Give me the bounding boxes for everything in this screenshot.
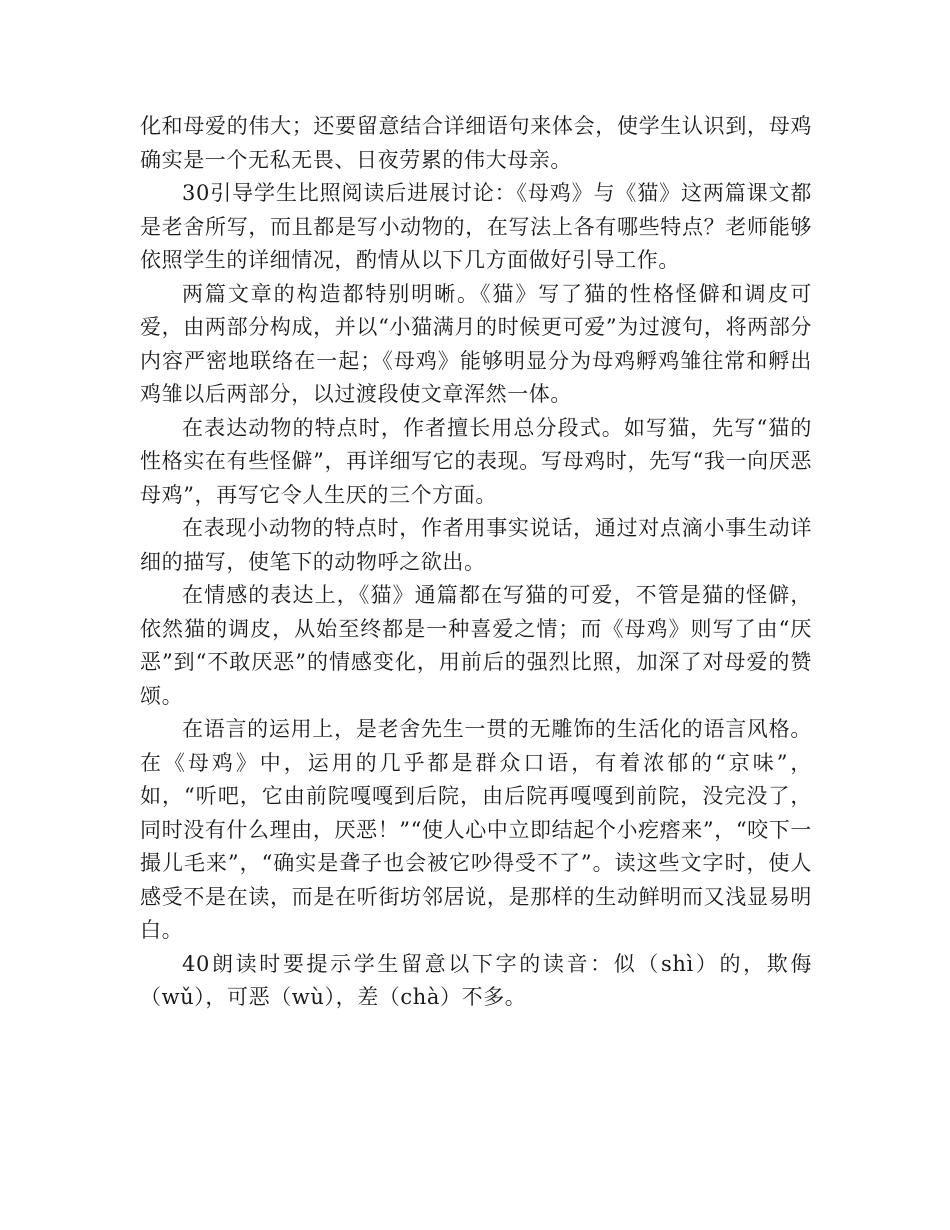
- paragraph-2: 30引导学生比照阅读后进展讨论：《母鸡》与《猫》这两篇课文都是老舍所写，而且都是写小动物的，在写法上各有哪些特点？老师能够依照学生的详细情况，酌情从以下几方面做好引导工作。: [140, 181, 812, 272]
- paragraph-5: 在表现小动物的特点时，作者用事实说话，通过对点滴小事生动详细的描写，使笔下的动物呼之欲出。: [140, 516, 812, 574]
- document-page: [140, 110, 812, 1015]
- paragraph-3: 两篇文章的构造都特别明晰。《猫》写了猫的性格怪僻和调皮可爱，由两部分构成，并以“小猫满月的时候更可爱”为过渡句，将两部分内容严密地联络在一起；《母鸡》能够明显分为母鸡孵鸡雏往常和孵出鸡雏以后两部分，以过渡段使文章浑然一体。: [140, 281, 812, 406]
- paragraph-8: 40朗读时要提示学生留意以下字的读音：似（shì）的，欺侮（wǔ），可恶（wù），差（chà）不多。: [140, 951, 812, 1009]
- paragraph-4: 在表达动物的特点时，作者擅长用总分段式。如写猫，先写“猫的性格实在有些怪僻”，再详细写它的表现。写母鸡时，先写“我一向厌恶母鸡”，再写它令人生厌的三个方面。: [140, 415, 812, 507]
- paragraph-7: 在语言的运用上，是老舍先生一贯的无雕饰的生活化的语言风格。在《母鸡》中，运用的几乎都是群众口语，有着浓郁的“京味”，如，“听吧，它由前院嘎嘎到后院，由后院再嘎嘎到前院，没完没了，同时没有什么理由，厌恶！”“使人心中立即结起个小疙瘩来”，“咬下一撮儿毛来”，“确实是聋子也会被它吵得受不了”。读这些文字时，使人感受不是在读，而是在听街坊邻居说，是那样的生动鲜明而又浅显易明白。: [140, 717, 812, 942]
- paragraph-1: 化和母爱的伟大；还要留意结合详细语句来体会，使学生认识到，母鸡确实是一个无私无畏、日夜劳累的伟大母亲。: [140, 114, 812, 172]
- paragraph-6: 在情感的表达上，《猫》通篇都在写猫的可爱，不管是猫的怪僻，依然猫的调皮，从始至终都是一种喜爱之情；而《母鸡》则写了由“厌恶”到“不敢厌恶”的情感变化，用前后的强烈比照，加深了对母爱的赞颂。: [140, 583, 812, 708]
